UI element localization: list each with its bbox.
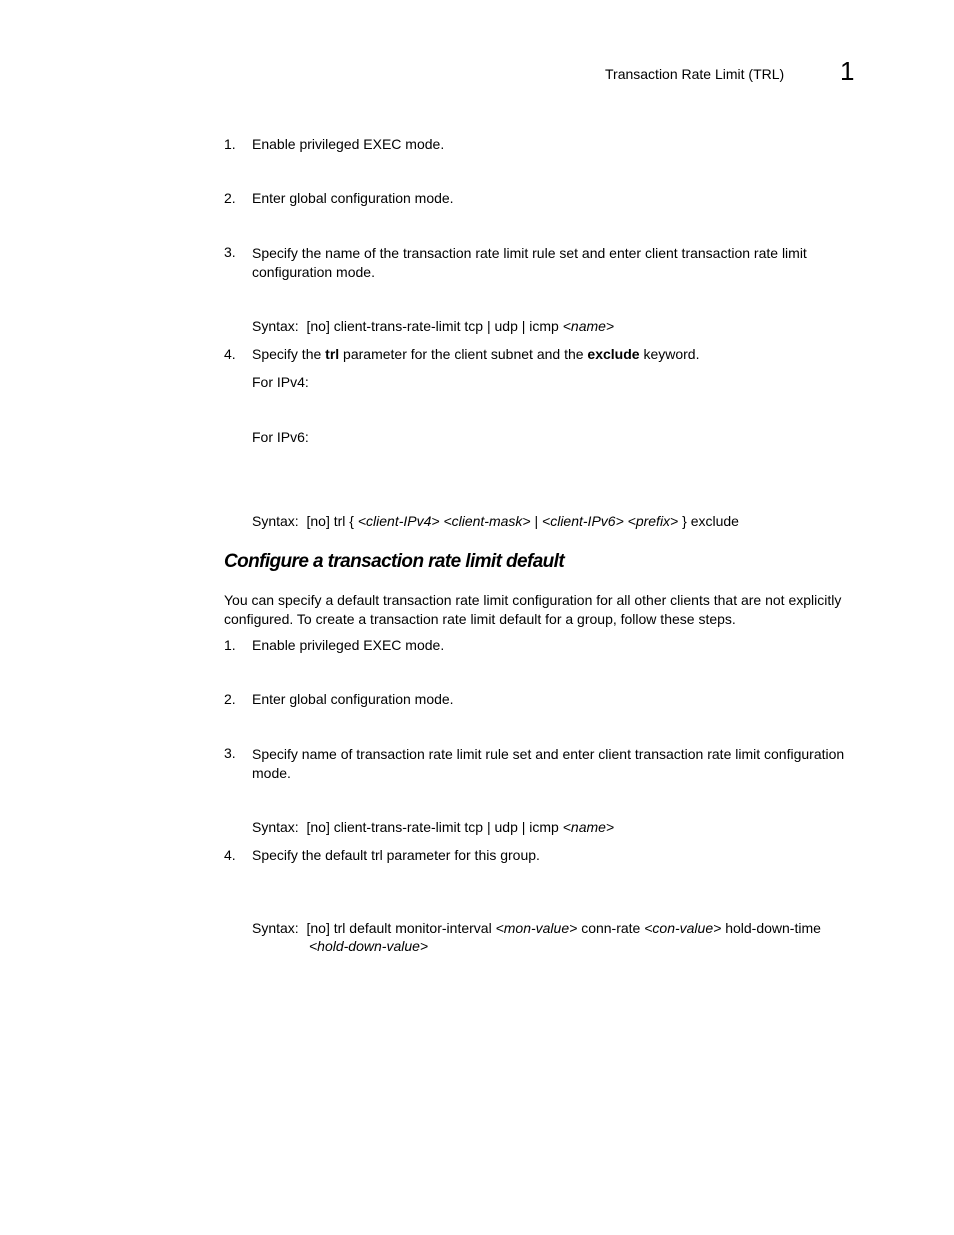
syntax-command: [no] client-trans-rate-limit tcp | udp | icmp: [306, 819, 559, 835]
syntax-line: [252, 318, 614, 334]
syntax-argument: <client-IPv6>: [542, 513, 624, 529]
step-number: 2.: [224, 190, 236, 206]
syntax-command: [no] client-trans-rate-limit tcp | udp | icmp: [306, 318, 559, 334]
syntax-line: [252, 513, 739, 529]
syntax-argument: <mon-value>: [495, 920, 578, 936]
step-number: 1.: [224, 637, 236, 653]
step-number: 3.: [224, 745, 236, 761]
step-text: Specify the trl parameter for the client subnet and the exclude keyword.: [252, 346, 700, 362]
syntax-line: [252, 919, 872, 955]
syntax-label: Syntax:: [252, 920, 299, 936]
syntax-argument: <prefix>: [627, 513, 679, 529]
step-text: Enter global configuration mode.: [252, 691, 454, 707]
syntax-line: [252, 819, 614, 835]
chapter-number: 1: [840, 56, 855, 86]
syntax-label: Syntax:: [252, 819, 299, 835]
intro-paragraph: You can specify a default transaction rate limit configuration for all other clients that are not explicitly configured. To create a transaction rate limit default for a group, follow these steps.: [224, 592, 842, 627]
step-text: Specify the default trl parameter for this group.: [252, 847, 540, 863]
ipv4-label: For IPv4:: [252, 374, 309, 390]
syntax-label: Syntax:: [252, 513, 299, 529]
syntax-command: [no] trl default monitor-interval: [306, 920, 492, 936]
step-text: Enable privileged EXEC mode.: [252, 637, 445, 653]
step-number: 2.: [224, 691, 236, 707]
syntax-argument: <client-mask>: [443, 513, 531, 529]
step-number: 4.: [224, 847, 236, 863]
syntax-command: [no] trl {: [306, 513, 354, 529]
step-text: Enter global configuration mode.: [252, 190, 454, 206]
step-text: Specify name of transaction rate limit rule set and enter client transaction rate limit configuration mode.: [252, 746, 845, 781]
syntax-argument: <name>: [562, 819, 615, 835]
step-number: 3.: [224, 244, 236, 260]
syntax-separator: |: [534, 513, 539, 529]
section-heading: Configure a transaction rate limit default: [224, 551, 565, 572]
syntax-argument: <client-IPv4>: [357, 513, 440, 529]
syntax-command: hold-down-time: [725, 920, 821, 936]
syntax-command: conn-rate: [581, 920, 641, 936]
keyword: trl: [325, 346, 340, 362]
syntax-label: Syntax:: [252, 318, 299, 334]
step-number: 1.: [224, 136, 236, 152]
syntax-argument: <name>: [562, 318, 615, 334]
step-number: 4.: [224, 346, 236, 362]
syntax-command: } exclude: [682, 513, 739, 529]
syntax-argument: <con-value>: [644, 920, 722, 936]
syntax-argument: <hold-down-value>: [309, 938, 429, 954]
step-text: Enable privileged EXEC mode.: [252, 136, 445, 152]
ipv6-label: For IPv6:: [252, 429, 309, 445]
running-header-title: Transaction Rate Limit (TRL): [605, 66, 785, 82]
keyword: exclude: [587, 346, 640, 362]
step-text: Specify the name of the transaction rate limit rule set and enter client transaction rate limit configuration mode.: [252, 245, 807, 280]
